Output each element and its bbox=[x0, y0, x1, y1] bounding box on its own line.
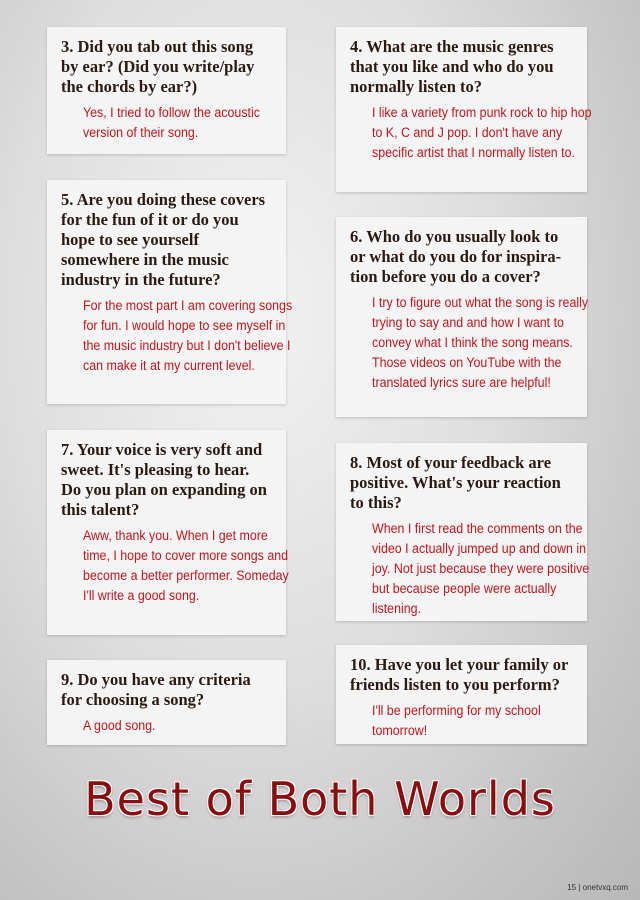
question-text: 10. Have you let your family or friends listen to you perform? bbox=[350, 655, 568, 694]
answer-text: I like a variety from punk rock to hip hop to K, C and J pop. I don't have any specific artist that I normally listen to. bbox=[372, 105, 592, 160]
answer-text: Aww, thank you. When I get more time, I hope to cover more songs and become a better performer. Someday I'll write a good song. bbox=[83, 528, 289, 603]
question-card-4 bbox=[336, 27, 592, 192]
question-text: 8. Most of your feedback are positive. What's your reaction to this? bbox=[350, 453, 561, 512]
answer-text: A good song. bbox=[83, 718, 156, 733]
question-text: 7. Your voice is very soft and sweet. It's pleasing to hear. Do you plan on expanding on this talent? bbox=[61, 440, 267, 519]
question-text: 3. Did you tab out this song by ear? (Did you write/play the chords by ear?) bbox=[61, 37, 255, 96]
page-title: Best of Both Worlds bbox=[84, 772, 556, 826]
question-card-6 bbox=[336, 217, 587, 417]
answer-text: Yes, I tried to follow the acoustic version of their song. bbox=[83, 105, 260, 140]
question-card-8 bbox=[336, 443, 590, 621]
answer-text: I'll be performing for my school tomorrow! bbox=[372, 703, 541, 738]
question-card-7 bbox=[47, 430, 289, 635]
question-card-10 bbox=[336, 645, 587, 744]
answer-text: I try to figure out what the song is really trying to say and and how I want to convey what I think the song means. Those videos on YouTube with the translated lyrics sure are helpful! bbox=[372, 295, 589, 390]
answer-text: When I first read the comments on the video I actually jumped up and down in joy. Not just because they were positive but because people were actually listening. bbox=[372, 521, 590, 616]
answer-text: For the most part I am covering songs for fun. I would hope to see myself in the music industry but I don't believe I can make it at my current level. bbox=[83, 298, 293, 373]
question-text: 6. Who do you usually look to or what do you do for inspira-tion before you do a cover? bbox=[350, 227, 562, 286]
question-card-3 bbox=[47, 27, 286, 154]
question-text: 9. Do you have any criteria for choosing a song? bbox=[61, 670, 251, 709]
page-footer: 15 | onetvxq.com bbox=[567, 883, 628, 892]
question-card-9 bbox=[47, 660, 286, 745]
question-card-5 bbox=[47, 180, 293, 404]
question-text: 4. What are the music genres that you like and who do you normally listen to? bbox=[350, 37, 554, 96]
question-text: 5. Are you doing these covers for the fun of it or do you hope to see yourself somewhere in the music industry in the future? bbox=[61, 190, 266, 289]
